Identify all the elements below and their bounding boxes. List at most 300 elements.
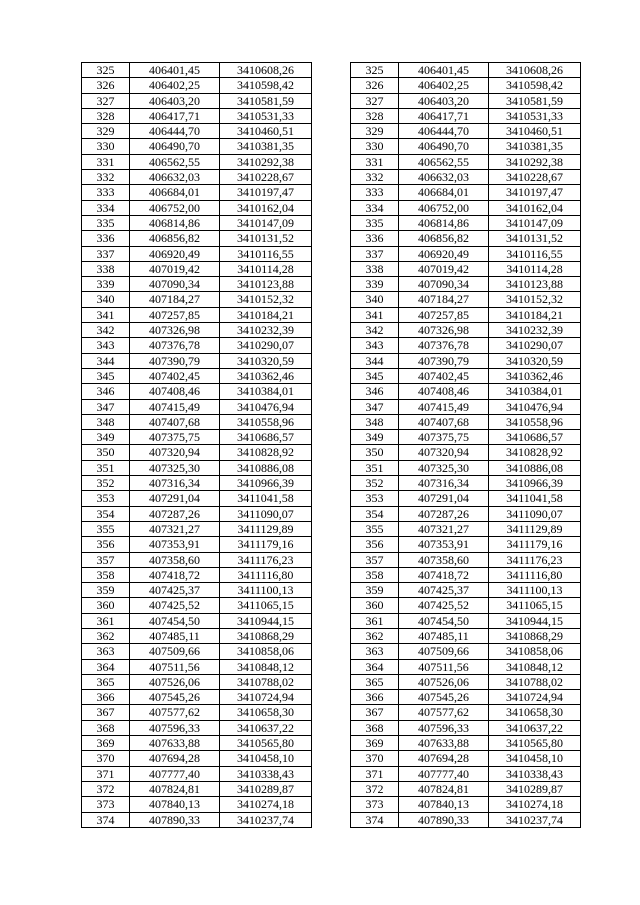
right-x-coordinate-cell: 407325,30 xyxy=(399,460,489,475)
left-x-coordinate-cell: 406403,20 xyxy=(130,93,220,108)
left-y-coordinate-cell: 3410658,30 xyxy=(220,705,312,720)
right-y-coordinate-cell: 3410608,26 xyxy=(489,63,581,78)
right-point-number-cell: 350 xyxy=(351,445,399,460)
right-point-number-cell: 369 xyxy=(351,736,399,751)
left-point-number-cell: 345 xyxy=(82,368,130,383)
right-point-number-cell: 365 xyxy=(351,674,399,689)
right-y-coordinate-cell: 3410966,39 xyxy=(489,476,581,491)
right-y-coordinate-cell: 3410458,10 xyxy=(489,751,581,766)
right-point-number-cell: 326 xyxy=(351,78,399,93)
left-x-coordinate-cell: 407321,27 xyxy=(130,521,220,536)
right-x-coordinate-cell: 406401,45 xyxy=(399,63,489,78)
left-x-coordinate-cell: 407375,75 xyxy=(130,430,220,445)
column-gap xyxy=(312,705,351,720)
left-y-coordinate-cell: 3410116,55 xyxy=(220,246,312,261)
left-y-coordinate-cell: 3410858,06 xyxy=(220,644,312,659)
left-y-coordinate-cell: 3411129,89 xyxy=(220,521,312,536)
column-gap xyxy=(312,139,351,154)
left-point-number-cell: 343 xyxy=(82,338,130,353)
right-y-coordinate-cell: 3410362,46 xyxy=(489,368,581,383)
right-point-number-cell: 348 xyxy=(351,414,399,429)
left-point-number-cell: 366 xyxy=(82,690,130,705)
left-y-coordinate-cell: 3411116,80 xyxy=(220,567,312,582)
left-y-coordinate-cell: 3411090,07 xyxy=(220,506,312,521)
left-y-coordinate-cell: 3410886,08 xyxy=(220,460,312,475)
left-y-coordinate-cell: 3410289,87 xyxy=(220,781,312,796)
column-gap xyxy=(312,476,351,491)
left-y-coordinate-cell: 3410828,92 xyxy=(220,445,312,460)
right-y-coordinate-cell: 3410598,42 xyxy=(489,78,581,93)
right-y-coordinate-cell: 3410320,59 xyxy=(489,353,581,368)
left-y-coordinate-cell: 3410290,07 xyxy=(220,338,312,353)
left-x-coordinate-cell: 406920,49 xyxy=(130,246,220,261)
left-x-coordinate-cell: 407509,66 xyxy=(130,644,220,659)
table-row xyxy=(82,384,581,399)
table-row xyxy=(82,246,581,261)
left-point-number-cell: 342 xyxy=(82,323,130,338)
right-x-coordinate-cell: 407402,45 xyxy=(399,368,489,383)
right-point-number-cell: 340 xyxy=(351,292,399,307)
left-y-coordinate-cell: 3410114,28 xyxy=(220,261,312,276)
right-y-coordinate-cell: 3410152,32 xyxy=(489,292,581,307)
table-row xyxy=(82,628,581,643)
right-point-number-cell: 328 xyxy=(351,108,399,123)
table-row xyxy=(82,139,581,154)
column-gap xyxy=(312,63,351,78)
left-point-number-cell: 367 xyxy=(82,705,130,720)
right-x-coordinate-cell: 407316,34 xyxy=(399,476,489,491)
left-y-coordinate-cell: 3410944,15 xyxy=(220,613,312,628)
column-gap xyxy=(312,215,351,230)
column-gap xyxy=(312,277,351,292)
column-gap xyxy=(312,353,351,368)
right-point-number-cell: 357 xyxy=(351,552,399,567)
left-point-number-cell: 332 xyxy=(82,170,130,185)
right-y-coordinate-cell: 3410558,96 xyxy=(489,414,581,429)
table-row xyxy=(82,108,581,123)
right-point-number-cell: 331 xyxy=(351,154,399,169)
left-point-number-cell: 334 xyxy=(82,200,130,215)
right-point-number-cell: 339 xyxy=(351,277,399,292)
left-x-coordinate-cell: 407425,52 xyxy=(130,598,220,613)
right-point-number-cell: 346 xyxy=(351,384,399,399)
right-y-coordinate-cell: 3410381,35 xyxy=(489,139,581,154)
left-x-coordinate-cell: 407526,06 xyxy=(130,674,220,689)
table-row xyxy=(82,292,581,307)
left-point-number-cell: 326 xyxy=(82,78,130,93)
left-x-coordinate-cell: 407358,60 xyxy=(130,552,220,567)
column-gap xyxy=(312,506,351,521)
left-y-coordinate-cell: 3411179,16 xyxy=(220,537,312,552)
right-y-coordinate-cell: 3410686,57 xyxy=(489,430,581,445)
column-gap xyxy=(312,445,351,460)
column-gap xyxy=(312,812,351,827)
table-row xyxy=(82,200,581,215)
right-point-number-cell: 342 xyxy=(351,323,399,338)
left-x-coordinate-cell: 406490,70 xyxy=(130,139,220,154)
left-point-number-cell: 358 xyxy=(82,567,130,582)
column-gap xyxy=(312,124,351,139)
right-x-coordinate-cell: 407509,66 xyxy=(399,644,489,659)
right-point-number-cell: 334 xyxy=(351,200,399,215)
right-x-coordinate-cell: 407353,91 xyxy=(399,537,489,552)
right-x-coordinate-cell: 407257,85 xyxy=(399,307,489,322)
right-y-coordinate-cell: 3411065,15 xyxy=(489,598,581,613)
left-point-number-cell: 340 xyxy=(82,292,130,307)
table-row xyxy=(82,766,581,781)
right-point-number-cell: 372 xyxy=(351,781,399,796)
right-point-number-cell: 364 xyxy=(351,659,399,674)
left-y-coordinate-cell: 3410274,18 xyxy=(220,797,312,812)
left-point-number-cell: 357 xyxy=(82,552,130,567)
right-y-coordinate-cell: 3410228,67 xyxy=(489,170,581,185)
left-point-number-cell: 328 xyxy=(82,108,130,123)
left-point-number-cell: 361 xyxy=(82,613,130,628)
column-gap xyxy=(312,231,351,246)
column-gap xyxy=(312,414,351,429)
right-y-coordinate-cell: 3410476,94 xyxy=(489,399,581,414)
table-row xyxy=(82,93,581,108)
left-x-coordinate-cell: 407511,56 xyxy=(130,659,220,674)
left-y-coordinate-cell: 3411065,15 xyxy=(220,598,312,613)
table-row xyxy=(82,705,581,720)
left-x-coordinate-cell: 407376,78 xyxy=(130,338,220,353)
left-x-coordinate-cell: 407320,94 xyxy=(130,445,220,460)
right-point-number-cell: 356 xyxy=(351,537,399,552)
column-gap xyxy=(312,537,351,552)
left-x-coordinate-cell: 407353,91 xyxy=(130,537,220,552)
left-point-number-cell: 335 xyxy=(82,215,130,230)
left-point-number-cell: 370 xyxy=(82,751,130,766)
right-y-coordinate-cell: 3410114,28 xyxy=(489,261,581,276)
right-y-coordinate-cell: 3410788,02 xyxy=(489,674,581,689)
right-y-coordinate-cell: 3410289,87 xyxy=(489,781,581,796)
table-row xyxy=(82,460,581,475)
column-gap xyxy=(312,108,351,123)
right-y-coordinate-cell: 3410274,18 xyxy=(489,797,581,812)
right-point-number-cell: 360 xyxy=(351,598,399,613)
table-row xyxy=(82,476,581,491)
column-gap xyxy=(312,690,351,705)
left-x-coordinate-cell: 407545,26 xyxy=(130,690,220,705)
table-row xyxy=(82,613,581,628)
left-point-number-cell: 348 xyxy=(82,414,130,429)
table-row xyxy=(82,399,581,414)
right-y-coordinate-cell: 3410658,30 xyxy=(489,705,581,720)
right-y-coordinate-cell: 3410237,74 xyxy=(489,812,581,827)
table-row xyxy=(82,353,581,368)
left-y-coordinate-cell: 3410608,26 xyxy=(220,63,312,78)
column-gap xyxy=(312,292,351,307)
left-point-number-cell: 346 xyxy=(82,384,130,399)
right-x-coordinate-cell: 407407,68 xyxy=(399,414,489,429)
right-y-coordinate-cell: 3410197,47 xyxy=(489,185,581,200)
table-row xyxy=(82,124,581,139)
left-point-number-cell: 350 xyxy=(82,445,130,460)
right-y-coordinate-cell: 3410384,01 xyxy=(489,384,581,399)
right-y-coordinate-cell: 3411179,16 xyxy=(489,537,581,552)
left-x-coordinate-cell: 407454,50 xyxy=(130,613,220,628)
right-y-coordinate-cell: 3410131,52 xyxy=(489,231,581,246)
table-row xyxy=(82,445,581,460)
right-y-coordinate-cell: 3410565,80 xyxy=(489,736,581,751)
column-gap xyxy=(312,766,351,781)
right-y-coordinate-cell: 3411100,13 xyxy=(489,583,581,598)
column-gap xyxy=(312,567,351,582)
column-gap xyxy=(312,598,351,613)
left-point-number-cell: 347 xyxy=(82,399,130,414)
table-row xyxy=(82,277,581,292)
right-point-number-cell: 333 xyxy=(351,185,399,200)
right-point-number-cell: 329 xyxy=(351,124,399,139)
column-gap xyxy=(312,384,351,399)
right-point-number-cell: 341 xyxy=(351,307,399,322)
table-row xyxy=(82,812,581,827)
left-x-coordinate-cell: 406752,00 xyxy=(130,200,220,215)
table-row xyxy=(82,307,581,322)
table-row xyxy=(82,170,581,185)
left-x-coordinate-cell: 407596,33 xyxy=(130,720,220,735)
left-x-coordinate-cell: 407415,49 xyxy=(130,399,220,414)
right-point-number-cell: 352 xyxy=(351,476,399,491)
right-point-number-cell: 332 xyxy=(351,170,399,185)
right-point-number-cell: 325 xyxy=(351,63,399,78)
table-row xyxy=(82,430,581,445)
table-row xyxy=(82,231,581,246)
left-y-coordinate-cell: 3410476,94 xyxy=(220,399,312,414)
left-y-coordinate-cell: 3410237,74 xyxy=(220,812,312,827)
left-x-coordinate-cell: 406444,70 xyxy=(130,124,220,139)
left-y-coordinate-cell: 3410384,01 xyxy=(220,384,312,399)
left-y-coordinate-cell: 3410531,33 xyxy=(220,108,312,123)
table-row xyxy=(82,598,581,613)
right-x-coordinate-cell: 407526,06 xyxy=(399,674,489,689)
left-y-coordinate-cell: 3410565,80 xyxy=(220,736,312,751)
right-x-coordinate-cell: 406632,03 xyxy=(399,170,489,185)
left-y-coordinate-cell: 3410152,32 xyxy=(220,292,312,307)
right-x-coordinate-cell: 407577,62 xyxy=(399,705,489,720)
left-x-coordinate-cell: 407257,85 xyxy=(130,307,220,322)
right-x-coordinate-cell: 406562,55 xyxy=(399,154,489,169)
right-y-coordinate-cell: 3410123,88 xyxy=(489,277,581,292)
table-row xyxy=(82,414,581,429)
left-x-coordinate-cell: 407407,68 xyxy=(130,414,220,429)
right-y-coordinate-cell: 3410858,06 xyxy=(489,644,581,659)
right-x-coordinate-cell: 406444,70 xyxy=(399,124,489,139)
left-y-coordinate-cell: 3410232,39 xyxy=(220,323,312,338)
right-x-coordinate-cell: 406920,49 xyxy=(399,246,489,261)
left-x-coordinate-cell: 406562,55 xyxy=(130,154,220,169)
left-y-coordinate-cell: 3410848,12 xyxy=(220,659,312,674)
right-x-coordinate-cell: 407320,94 xyxy=(399,445,489,460)
right-y-coordinate-cell: 3410868,29 xyxy=(489,628,581,643)
left-x-coordinate-cell: 407291,04 xyxy=(130,491,220,506)
left-x-coordinate-cell: 407390,79 xyxy=(130,353,220,368)
right-y-coordinate-cell: 3411176,23 xyxy=(489,552,581,567)
left-point-number-cell: 351 xyxy=(82,460,130,475)
column-gap xyxy=(312,644,351,659)
right-point-number-cell: 343 xyxy=(351,338,399,353)
right-x-coordinate-cell: 407633,88 xyxy=(399,736,489,751)
column-gap xyxy=(312,93,351,108)
table-row xyxy=(82,63,581,78)
right-point-number-cell: 371 xyxy=(351,766,399,781)
right-point-number-cell: 353 xyxy=(351,491,399,506)
right-point-number-cell: 355 xyxy=(351,521,399,536)
right-point-number-cell: 347 xyxy=(351,399,399,414)
left-point-number-cell: 325 xyxy=(82,63,130,78)
table-row xyxy=(82,720,581,735)
right-x-coordinate-cell: 406402,25 xyxy=(399,78,489,93)
right-x-coordinate-cell: 407326,98 xyxy=(399,323,489,338)
left-point-number-cell: 336 xyxy=(82,231,130,246)
left-point-number-cell: 362 xyxy=(82,628,130,643)
left-point-number-cell: 364 xyxy=(82,659,130,674)
left-x-coordinate-cell: 406402,25 xyxy=(130,78,220,93)
left-x-coordinate-cell: 407840,13 xyxy=(130,797,220,812)
right-point-number-cell: 345 xyxy=(351,368,399,383)
column-gap xyxy=(312,674,351,689)
right-x-coordinate-cell: 407511,56 xyxy=(399,659,489,674)
right-x-coordinate-cell: 406856,82 xyxy=(399,231,489,246)
right-point-number-cell: 337 xyxy=(351,246,399,261)
left-x-coordinate-cell: 406401,45 xyxy=(130,63,220,78)
table-row xyxy=(82,567,581,582)
left-x-coordinate-cell: 407890,33 xyxy=(130,812,220,827)
left-y-coordinate-cell: 3410123,88 xyxy=(220,277,312,292)
column-gap xyxy=(312,154,351,169)
right-point-number-cell: 349 xyxy=(351,430,399,445)
right-y-coordinate-cell: 3411129,89 xyxy=(489,521,581,536)
right-x-coordinate-cell: 407545,26 xyxy=(399,690,489,705)
right-y-coordinate-cell: 3410162,04 xyxy=(489,200,581,215)
column-gap xyxy=(312,185,351,200)
left-y-coordinate-cell: 3410197,47 xyxy=(220,185,312,200)
table-row xyxy=(82,797,581,812)
column-gap xyxy=(312,491,351,506)
table-row xyxy=(82,659,581,674)
left-x-coordinate-cell: 407577,62 xyxy=(130,705,220,720)
column-gap xyxy=(312,368,351,383)
column-gap xyxy=(312,399,351,414)
column-gap xyxy=(312,307,351,322)
column-gap xyxy=(312,613,351,628)
left-x-coordinate-cell: 407326,98 xyxy=(130,323,220,338)
left-x-coordinate-cell: 407633,88 xyxy=(130,736,220,751)
column-gap xyxy=(312,736,351,751)
left-x-coordinate-cell: 406684,01 xyxy=(130,185,220,200)
left-x-coordinate-cell: 406417,71 xyxy=(130,108,220,123)
right-y-coordinate-cell: 3410828,92 xyxy=(489,445,581,460)
right-x-coordinate-cell: 407019,42 xyxy=(399,261,489,276)
left-y-coordinate-cell: 3410558,96 xyxy=(220,414,312,429)
right-point-number-cell: 368 xyxy=(351,720,399,735)
right-x-coordinate-cell: 407777,40 xyxy=(399,766,489,781)
left-point-number-cell: 339 xyxy=(82,277,130,292)
right-y-coordinate-cell: 3411116,80 xyxy=(489,567,581,582)
left-x-coordinate-cell: 407402,45 xyxy=(130,368,220,383)
column-gap xyxy=(312,583,351,598)
left-point-number-cell: 337 xyxy=(82,246,130,261)
right-point-number-cell: 374 xyxy=(351,812,399,827)
right-x-coordinate-cell: 407184,27 xyxy=(399,292,489,307)
table-row xyxy=(82,690,581,705)
left-x-coordinate-cell: 407090,34 xyxy=(130,277,220,292)
left-point-number-cell: 330 xyxy=(82,139,130,154)
column-gap xyxy=(312,720,351,735)
left-y-coordinate-cell: 3410868,29 xyxy=(220,628,312,643)
right-x-coordinate-cell: 407287,26 xyxy=(399,506,489,521)
left-x-coordinate-cell: 407316,34 xyxy=(130,476,220,491)
left-y-coordinate-cell: 3410966,39 xyxy=(220,476,312,491)
right-x-coordinate-cell: 407390,79 xyxy=(399,353,489,368)
right-point-number-cell: 361 xyxy=(351,613,399,628)
left-y-coordinate-cell: 3410292,38 xyxy=(220,154,312,169)
right-point-number-cell: 367 xyxy=(351,705,399,720)
left-y-coordinate-cell: 3410458,10 xyxy=(220,751,312,766)
table-row xyxy=(82,338,581,353)
left-y-coordinate-cell: 3410362,46 xyxy=(220,368,312,383)
column-gap xyxy=(312,170,351,185)
right-point-number-cell: 363 xyxy=(351,644,399,659)
table-row xyxy=(82,154,581,169)
table-row xyxy=(82,644,581,659)
left-y-coordinate-cell: 3411176,23 xyxy=(220,552,312,567)
left-y-coordinate-cell: 3410338,43 xyxy=(220,766,312,781)
left-point-number-cell: 327 xyxy=(82,93,130,108)
right-y-coordinate-cell: 3410460,51 xyxy=(489,124,581,139)
left-point-number-cell: 369 xyxy=(82,736,130,751)
left-x-coordinate-cell: 407694,28 xyxy=(130,751,220,766)
column-gap xyxy=(312,552,351,567)
right-point-number-cell: 358 xyxy=(351,567,399,582)
right-y-coordinate-cell: 3410232,39 xyxy=(489,323,581,338)
right-x-coordinate-cell: 407408,46 xyxy=(399,384,489,399)
column-gap xyxy=(312,628,351,643)
left-point-number-cell: 352 xyxy=(82,476,130,491)
left-point-number-cell: 341 xyxy=(82,307,130,322)
table-row xyxy=(82,521,581,536)
right-x-coordinate-cell: 407376,78 xyxy=(399,338,489,353)
right-y-coordinate-cell: 3410944,15 xyxy=(489,613,581,628)
right-x-coordinate-cell: 406490,70 xyxy=(399,139,489,154)
column-gap xyxy=(312,781,351,796)
right-y-coordinate-cell: 3411090,07 xyxy=(489,506,581,521)
left-point-number-cell: 363 xyxy=(82,644,130,659)
right-x-coordinate-cell: 407425,37 xyxy=(399,583,489,598)
left-point-number-cell: 349 xyxy=(82,430,130,445)
right-y-coordinate-cell: 3410147,09 xyxy=(489,215,581,230)
column-gap xyxy=(312,200,351,215)
left-x-coordinate-cell: 407824,81 xyxy=(130,781,220,796)
right-x-coordinate-cell: 407454,50 xyxy=(399,613,489,628)
right-point-number-cell: 344 xyxy=(351,353,399,368)
right-point-number-cell: 351 xyxy=(351,460,399,475)
right-x-coordinate-cell: 407824,81 xyxy=(399,781,489,796)
right-point-number-cell: 336 xyxy=(351,231,399,246)
table-row xyxy=(82,491,581,506)
left-x-coordinate-cell: 407325,30 xyxy=(130,460,220,475)
left-y-coordinate-cell: 3410460,51 xyxy=(220,124,312,139)
table-row xyxy=(82,261,581,276)
right-x-coordinate-cell: 406403,20 xyxy=(399,93,489,108)
right-x-coordinate-cell: 407425,52 xyxy=(399,598,489,613)
coordinates-table-body xyxy=(82,63,581,828)
left-point-number-cell: 359 xyxy=(82,583,130,598)
left-point-number-cell: 333 xyxy=(82,185,130,200)
right-point-number-cell: 370 xyxy=(351,751,399,766)
table-row xyxy=(82,537,581,552)
